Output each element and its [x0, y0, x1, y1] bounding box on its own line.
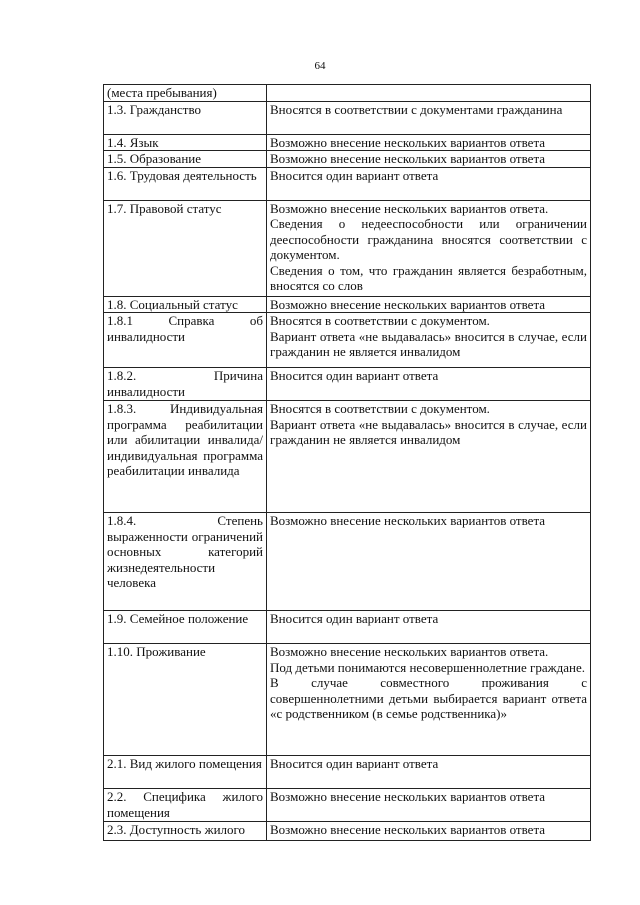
- table-row: [104, 296, 591, 313]
- description-paragraph: Возможно внесение нескольких вариантов ответа: [270, 151, 546, 166]
- table-row: [104, 789, 591, 822]
- description-paragraph: Вариант ответа «не выдавалась» вносится в случае, если гражданин не является инвалидом: [270, 328, 587, 359]
- row-label: 2.3. Доступность жилого: [104, 822, 267, 841]
- description-paragraph: Вносятся в соответствии с документами гражданина: [270, 101, 563, 117]
- row-label: 1.8.2. Причина инвалидности: [104, 368, 267, 401]
- row-description: [267, 85, 591, 102]
- table-row: [104, 200, 591, 296]
- description-paragraph: Возможно внесение нескольких вариантов ответа: [270, 513, 546, 528]
- table-body: [104, 85, 591, 841]
- row-description: [267, 151, 591, 168]
- row-description: [267, 401, 591, 513]
- table-row: [104, 401, 591, 513]
- description-paragraph: Сведения о том, что гражданин является безработным, вносятся со слов: [270, 262, 587, 293]
- table-row: [104, 313, 591, 368]
- description-paragraph: Возможно внесение нескольких вариантов ответа: [270, 822, 546, 837]
- description-paragraph: Вносятся в соответствии с документом.: [270, 313, 490, 328]
- description-paragraph: Вносится один вариант ответа: [270, 611, 439, 626]
- description-paragraph: Возможно внесение нескольких вариантов ответа: [270, 296, 546, 312]
- row-label: 1.8.3. Индивидуальная программа реабилитации или абилитации инвалида/ индивидуальная программа реабилитации инвалида: [104, 401, 267, 513]
- table-row: [104, 513, 591, 611]
- row-label: 2.1. Вид жилого помещения: [104, 756, 267, 789]
- row-label: 1.3. Гражданство: [104, 101, 267, 134]
- table-row: [104, 151, 591, 168]
- row-description: [267, 101, 591, 134]
- row-description: [267, 296, 591, 313]
- description-paragraph: Возможно внесение нескольких вариантов ответа: [270, 789, 546, 804]
- table-row: [104, 368, 591, 401]
- row-label: 2.2. Специфика жилого помещения: [104, 789, 267, 822]
- description-paragraph: Возможно внесение нескольких вариантов ответа.: [270, 200, 549, 216]
- description-paragraph: Вносится один вариант ответа: [270, 756, 439, 771]
- row-label: 1.9. Семейное положение: [104, 611, 267, 644]
- row-label: 1.7. Правовой статус: [104, 200, 267, 296]
- table-row: [104, 644, 591, 756]
- description-paragraph: Сведения о недееспособности или ограничении дееспособности гражданина вносятся соответствии с документом.: [270, 216, 587, 262]
- row-description: [267, 644, 591, 756]
- row-label: 1.8. Социальный статус: [104, 296, 267, 313]
- row-label: 1.8.1 Справка об инвалидности: [104, 313, 267, 368]
- row-label: (места пребывания): [104, 85, 267, 102]
- description-paragraph: В случае совместного проживания с совершеннолетними детьми выбирается вариант ответа «с родственником (в семье родственника)»: [270, 675, 587, 721]
- table-row: [104, 101, 591, 134]
- row-label: 1.8.4. Степень выраженности ограничений основных категорий жизнедеятельности человека: [104, 513, 267, 611]
- row-description: [267, 200, 591, 296]
- row-description: [267, 822, 591, 841]
- description-paragraph: Под детьми понимаются несовершеннолетние граждане.: [270, 659, 585, 675]
- content-table: [103, 84, 591, 841]
- row-description: [267, 167, 591, 200]
- row-description: [267, 313, 591, 368]
- description-paragraph: Возможно внесение нескольких вариантов ответа.: [270, 644, 549, 659]
- table-row: [104, 134, 591, 151]
- row-label: 1.6. Трудовая деятельность: [104, 167, 267, 200]
- row-description: [267, 134, 591, 151]
- table-row: [104, 85, 591, 102]
- row-description: [267, 368, 591, 401]
- row-description: [267, 789, 591, 822]
- description-paragraph: Вносится один вариант ответа: [270, 368, 439, 383]
- row-label: 1.10. Проживание: [104, 644, 267, 756]
- table-row: [104, 611, 591, 644]
- description-paragraph: Возможно внесение нескольких вариантов ответа: [270, 134, 546, 150]
- row-description: [267, 513, 591, 611]
- description-paragraph: Вариант ответа «не выдавалась» вносится в случае, если гражданин не является инвалидом: [270, 416, 587, 447]
- row-label: 1.4. Язык: [104, 134, 267, 151]
- description-paragraph: Вносится один вариант ответа: [270, 167, 439, 183]
- row-description: [267, 611, 591, 644]
- table-row: [104, 822, 591, 841]
- table-row: [104, 167, 591, 200]
- description-paragraph: Вносятся в соответствии с документом.: [270, 401, 490, 416]
- table-row: [104, 756, 591, 789]
- row-description: [267, 756, 591, 789]
- row-label: 1.5. Образование: [104, 151, 267, 168]
- page-number: 64: [314, 60, 326, 72]
